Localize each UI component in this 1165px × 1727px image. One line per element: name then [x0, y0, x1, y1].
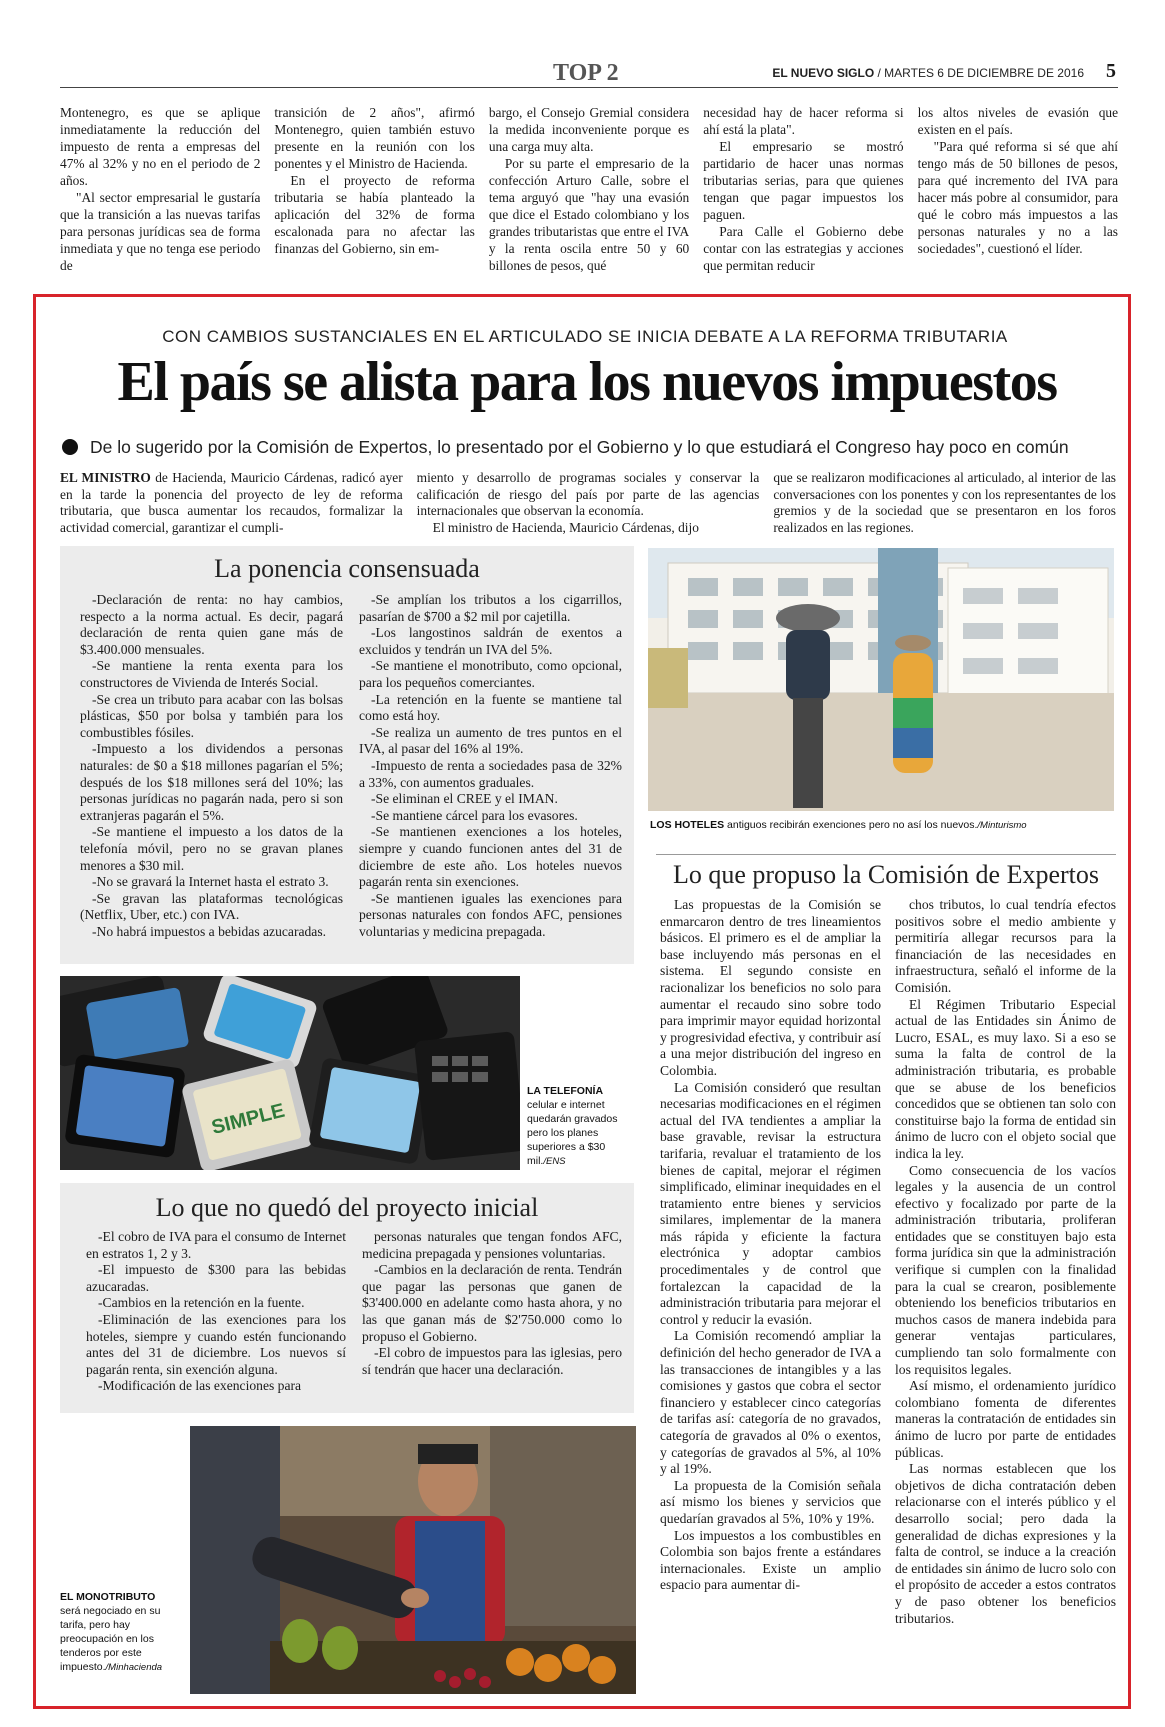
list-item: -Cambios en la retención en la fuente. — [98, 1295, 305, 1311]
paragraph: los altos niveles de evasión que existen en el país. — [917, 105, 1119, 137]
lead-in: EL MINISTRO — [60, 470, 151, 485]
paragraph: Como consecuencia de los vacíos legales y la ausencia de un control efectivo y focalizado por parte de la administración tributaria, proliferan entidades que se constituyen bajo esta forma jurídica sin que la administración verifique si cumplen con la finalidad para la cual se crearon, posiblemente obteniendo los beneficios tributarios en muchos casos de manera indebida para generar ventajas particulares, cumpliendo tan solo formalmente con los requisitos legales. — [895, 1162, 1116, 1377]
market-image — [190, 1426, 636, 1694]
caption-lead: EL MONOTRIBUTO — [60, 1591, 156, 1603]
hotel-caption — [650, 818, 1120, 833]
list-item: -Modificación de las exenciones para — [98, 1378, 302, 1394]
paragraph: que se realizaron modificaciones al articulado, al interior de las conversaciones con los ponentes y con los representantes de los gremios y de la sociedad que se presentaron en los foros realizados en las regiones. — [773, 470, 1117, 535]
list-item: -Impuesto a los dividendos a personas naturales: de $0 a $18 millones pagarían el 5%; después de los $18 millones será del 10%; las personas jurídicas no pagarán nada, pero si son extranjeras pagarán el 5%. — [80, 741, 343, 823]
page-number: 5 — [1106, 60, 1116, 82]
paragraph: El empresario se mostró partidario de hacer unas normas tributarias serias, para que quienes tengan que pagar impuestos los paguen. — [703, 139, 904, 222]
paragraph: de Hacienda, Mauricio Cárdenas, radicó ayer en la tarde la ponencia del proyecto de ley de reforma tributaria, que busca aumentar los recaudos, formalizar la actividad comercial, garantizar el cumpli- — [60, 470, 403, 535]
list-item: -El impuesto de $300 para las bebidas azucaradas. — [86, 1262, 346, 1294]
headline: El país se alista para los nuevos impuestos — [117, 351, 1057, 413]
top-article — [60, 104, 1118, 280]
page-header — [60, 54, 1118, 88]
paragraph: En el proyecto de reforma tributaria se había planteado la aplicación del 32% de forma escalonada para no afectar las finanzas del Gobierno, sin em- — [274, 173, 475, 256]
paragraph: Los impuestos a los combustibles en Colombia son bajos frente a estándares internacionales. Existe un amplio espacio para aumentar di- — [660, 1527, 881, 1593]
paragraph: Así mismo, el ordenamiento jurídico colombiano fomenta de diferentes maneras la contratación de entidades sin ánimo de lucro por parte de entidades públicas. — [895, 1378, 1116, 1460]
list-item: -No habrá impuestos a bebidas azucaradas. — [92, 923, 327, 939]
paragraph: necesidad hay de hacer reforma si ahí está la plata". — [703, 105, 904, 137]
hotel-photo — [648, 548, 1114, 811]
paragraph: chos tributos, lo cual tendría efectos positivos sobre el medio ambiente y permitiría allegar recursos para la financiación de las necesidades en infraestructura, señaló el informe de la Comisión. — [895, 897, 1116, 995]
top-article-col-5 — [918, 104, 1118, 280]
top-article-col-2 — [274, 104, 474, 280]
list-item: -Se gravan las plataformas tecnológicas (Netflix, Uber, etc.) con IVA. — [80, 890, 343, 923]
list-item: -Se mantiene la renta exenta para los constructores de Vivienda de Interés Social. — [80, 658, 343, 690]
phones-image — [60, 976, 520, 1170]
divider — [656, 854, 1116, 855]
photo-credit: /Minhacienda — [105, 1662, 163, 1673]
phones-caption — [527, 1084, 637, 1169]
paragraph: Las normas establecen que los objetivos de dicha contratación deben relacionarse con el interés público y el desarrollo social; pero dada la generalidad de dichas expresiones y la falta de control, se induce a la creación de entidades sin ánimo de lucro solo con el propósito de acceder a estos contratos y de paso obtener los beneficios tributarios. — [895, 1461, 1116, 1626]
paragraph: La propuesta de la Comisión señala así mismo los bienes y servicios que quedarían gravados al 5%, 10% y 19%. — [660, 1477, 881, 1526]
paragraph: "Para qué reforma si sé que ahí tengo más de 50 billones de pesos, para qué incremento del IVA para hacer más pobre al consumidor, para qué le cobro más impuestos a las personas naturales y no a las sociedades", cuestionó el líder. — [917, 139, 1119, 256]
list-item: -Se mantienen exenciones a los hoteles, siempre y cuando funcionen antes del 31 de diciembre de este año. Los hoteles nuevos pagarán renta sin exenciones. — [359, 824, 622, 890]
lead-col-1 — [60, 470, 403, 536]
phone-screen-text: SIMPLE — [209, 1099, 287, 1140]
caption-text: celular e internet quedarán gravados pero los planes superiores a $30 mil. — [527, 1099, 618, 1167]
caption-text: será negociado en su tarifa, pero hay preocupación en los tenderos por este impuesto. — [60, 1605, 161, 1673]
list-item: -Se mantienen iguales las exenciones para personas naturales con fondos AFC, pensiones voluntarias y medicina prepagada. — [359, 890, 622, 939]
paragraph: El Régimen Tributario Especial actual de las Entidades sin Ánimo de Lucro, ESAL, es muy laxo. Si a eso se suma la falta de control de la administración tributaria, es probable que se abuse de los beneficios concedidos que se obtienen tan solo con constituirse bajo la forma de entidad sin ánimo de lucro con el objeto social que indica la ley. — [895, 996, 1116, 1161]
no-quedo-col-1 — [86, 1229, 346, 1395]
top-article-col-3 — [489, 104, 689, 280]
lead-col-2 — [417, 470, 760, 536]
commission-col-1 — [660, 897, 881, 1697]
market-caption — [60, 1590, 175, 1675]
deck — [62, 437, 1112, 458]
commission-article — [660, 897, 1116, 1697]
ponencia-title: La ponencia consensuada — [214, 554, 480, 583]
ponencia-col-2 — [359, 592, 622, 940]
list-item: -Se crea un tributo para acabar con las bolsas plásticas, $50 por bolsa y también para los combustibles fósiles. — [80, 691, 343, 740]
caption-text: antiguos recibirán exenciones pero no así los nuevos. — [724, 819, 978, 831]
hotel-image — [648, 548, 1114, 811]
list-item: -Se mantiene cárcel para los evasores. — [371, 807, 578, 823]
publication-info — [772, 66, 1084, 80]
commission-title: Lo que propuso la Comisión de Expertos — [672, 860, 1100, 889]
ponencia-box — [60, 546, 634, 964]
list-item: -Eliminación de las exenciones para los hoteles, siempre y cuando estén funcionando antes del 31 de diciembre. Los nuevos sí pagarán renta, sin exención alguna. — [86, 1311, 346, 1377]
list-item: -El cobro de IVA para el consumo de Internet en estratos 1, 2 y 3. — [86, 1229, 346, 1261]
paragraph: La Comisión consideró que resultan necesarias modificaciones en el régimen actual del IVA tendientes a ampliar la base gravable, revisar la estructura tarifaria, revaluar el tratamiento de los bienes de capital, mejorar el régimen simplificado, eliminar inequidades en el tratamiento entre bienes y servicios similares, implementar de la manera más rápida y eficiente la factura electrónica y adoptar cambios procedimentales y de control que fortalezcan la capacidad de la administración tributaria para mejorar el control y reducir la evasión. — [660, 1079, 881, 1327]
lead-article — [60, 470, 1116, 536]
section-name: TOP 2 — [553, 60, 619, 86]
photo-credit: /Minturismo — [977, 820, 1027, 831]
list-item: -Se mantiene el impuesto a los datos de la telefonía móvil, pero no se gravan planes menores a $30 mil. — [80, 824, 343, 873]
paragraph: "Al sector empresarial le gustaría que la transición a las nuevas tarifas para personas jurídicas sea de forma inmediata y que no tenga ese periodo de — [60, 190, 261, 273]
list-item: -Se eliminan el CREE y el IMAN. — [371, 791, 558, 807]
paragraph: bargo, el Consejo Gremial considera la medida inconveniente porque es una carga muy alta. — [488, 105, 690, 154]
list-item: -No se gravará la Internet hasta el estrato 3. — [92, 874, 329, 890]
paragraph: Por su parte el empresario de la confección Arturo Calle, sobre el tema arguyó que "hay una evasión que dice el Estado colombiano y los grandes tributaristas que entre el IVA y la renta oscila entre 50 y 60 billones de pesos, qué — [488, 156, 690, 273]
list-item: -Se amplían los tributos a los cigarrillos, pasarían de $700 a $2 mil por cajetilla. — [359, 592, 622, 624]
list-item: -Impuesto de renta a sociedades pasa de 32% a 33%, con aumentos graduales. — [359, 757, 622, 790]
paragraph: Para Calle el Gobierno debe contar con las estrategias y acciones que permitan reducir — [703, 224, 904, 273]
kicker: CON CAMBIOS SUSTANCIALES EN EL ARTICULADO SE INICIA DEBATE A LA REFORMA TRIBUTARIA — [162, 327, 1008, 346]
publication-name: EL NUEVO SIGLO — [772, 66, 875, 80]
no-quedo-box — [60, 1183, 634, 1413]
market-photo — [190, 1426, 636, 1694]
top-article-col-4 — [703, 104, 903, 280]
commission-col-2 — [895, 897, 1116, 1697]
caption-lead: LOS HOTELES — [650, 819, 725, 831]
list-item: personas naturales que tengan fondos AFC, medicina prepagada y pensiones voluntarias. — [362, 1229, 622, 1261]
top-article-col-1 — [60, 104, 260, 280]
no-quedo-col-2 — [362, 1229, 622, 1395]
phones-photo — [60, 976, 520, 1170]
no-quedo-title: Lo que no quedó del proyecto inicial — [155, 1193, 539, 1222]
list-item: -Cambios en la declaración de renta. Tendrán que pagar las personas que ganen de $3'400.000 en adelante como hasta ahora, y no las que ganan más de $2'750.000 como lo propuso el Gobierno. — [362, 1262, 622, 1344]
list-item: -Se mantiene el monotributo, como opcional, para los pequeños comerciantes. — [359, 658, 622, 690]
caption-lead: LA TELEFONÍA — [527, 1085, 604, 1097]
lead-col-3 — [773, 470, 1116, 536]
paragraph: La Comisión recomendó ampliar la definición del hecho generador de IVA a las transacciones de intangibles y a las comisiones y gastos que cobra el sector financiero y establecer cinco categorías de tarifas así: categoría de no gravados, categoría de gravados al 0% o exentos, y categorías de gravados al 5%, al 10% y al 19%. — [660, 1328, 881, 1477]
paragraph: miento y desarrollo de programas sociales y conservar la calificación de riesgo del país por parte de las agencias internacionales que observan la economía. — [416, 470, 760, 519]
paragraph: transición de 2 años", afirmó Montenegro, quien también estuvo presente en la reunión con los ponentes y el Ministro de Hacienda. — [274, 105, 475, 171]
deck-text: De lo sugerido por la Comisión de Expertos, lo presentado por el Gobierno y lo que estudiará el Congreso hay poco en común — [90, 437, 1069, 457]
list-item: -La retención en la fuente se mantiene tal como está hoy. — [359, 691, 622, 724]
ponencia-col-1 — [80, 592, 343, 940]
photo-credit: /ENS — [543, 1156, 566, 1167]
list-item: -Los langostinos saldrán de exentos a excluidos y tendrán un IVA del 5%. — [359, 625, 622, 657]
paragraph: Las propuestas de la Comisión se enmarcaron dentro de tres lineamientos básicos. El primero es el de ampliar la base incluyendo más personas en el sistema. El segundo consiste en racionalizar los beneficios no solo para aumentar el recaudo sino sobre todo para imprimir mayor equidad horizontal y progresividad efectiva, y contribuir así a una mejor distribución del ingreso en Colombia. — [660, 897, 881, 1078]
list-item: -Se realiza un aumento de tres puntos en el IVA, al pasar del 16% al 19%. — [359, 724, 622, 757]
list-item: -El cobro de impuestos para las iglesias, pero sí tendrán que hacer una declaración. — [362, 1345, 622, 1377]
list-item: -Declaración de renta: no hay cambios, respecto a la norma actual. Es decir, pagará declaración de renta quien gane más de $3.400.000 mensuales. — [80, 592, 343, 657]
paragraph: El ministro de Hacienda, Mauricio Cárdenas, dijo — [432, 519, 699, 535]
paragraph: Montenegro, es que se aplique inmediatamente la reducción del impuesto de renta a empresas del 47% al 32% y no en el periodo de 2 años. — [60, 105, 261, 188]
publication-date: / MARTES 6 DE DICIEMBRE DE 2016 — [874, 66, 1084, 80]
bullet-icon — [62, 439, 78, 455]
